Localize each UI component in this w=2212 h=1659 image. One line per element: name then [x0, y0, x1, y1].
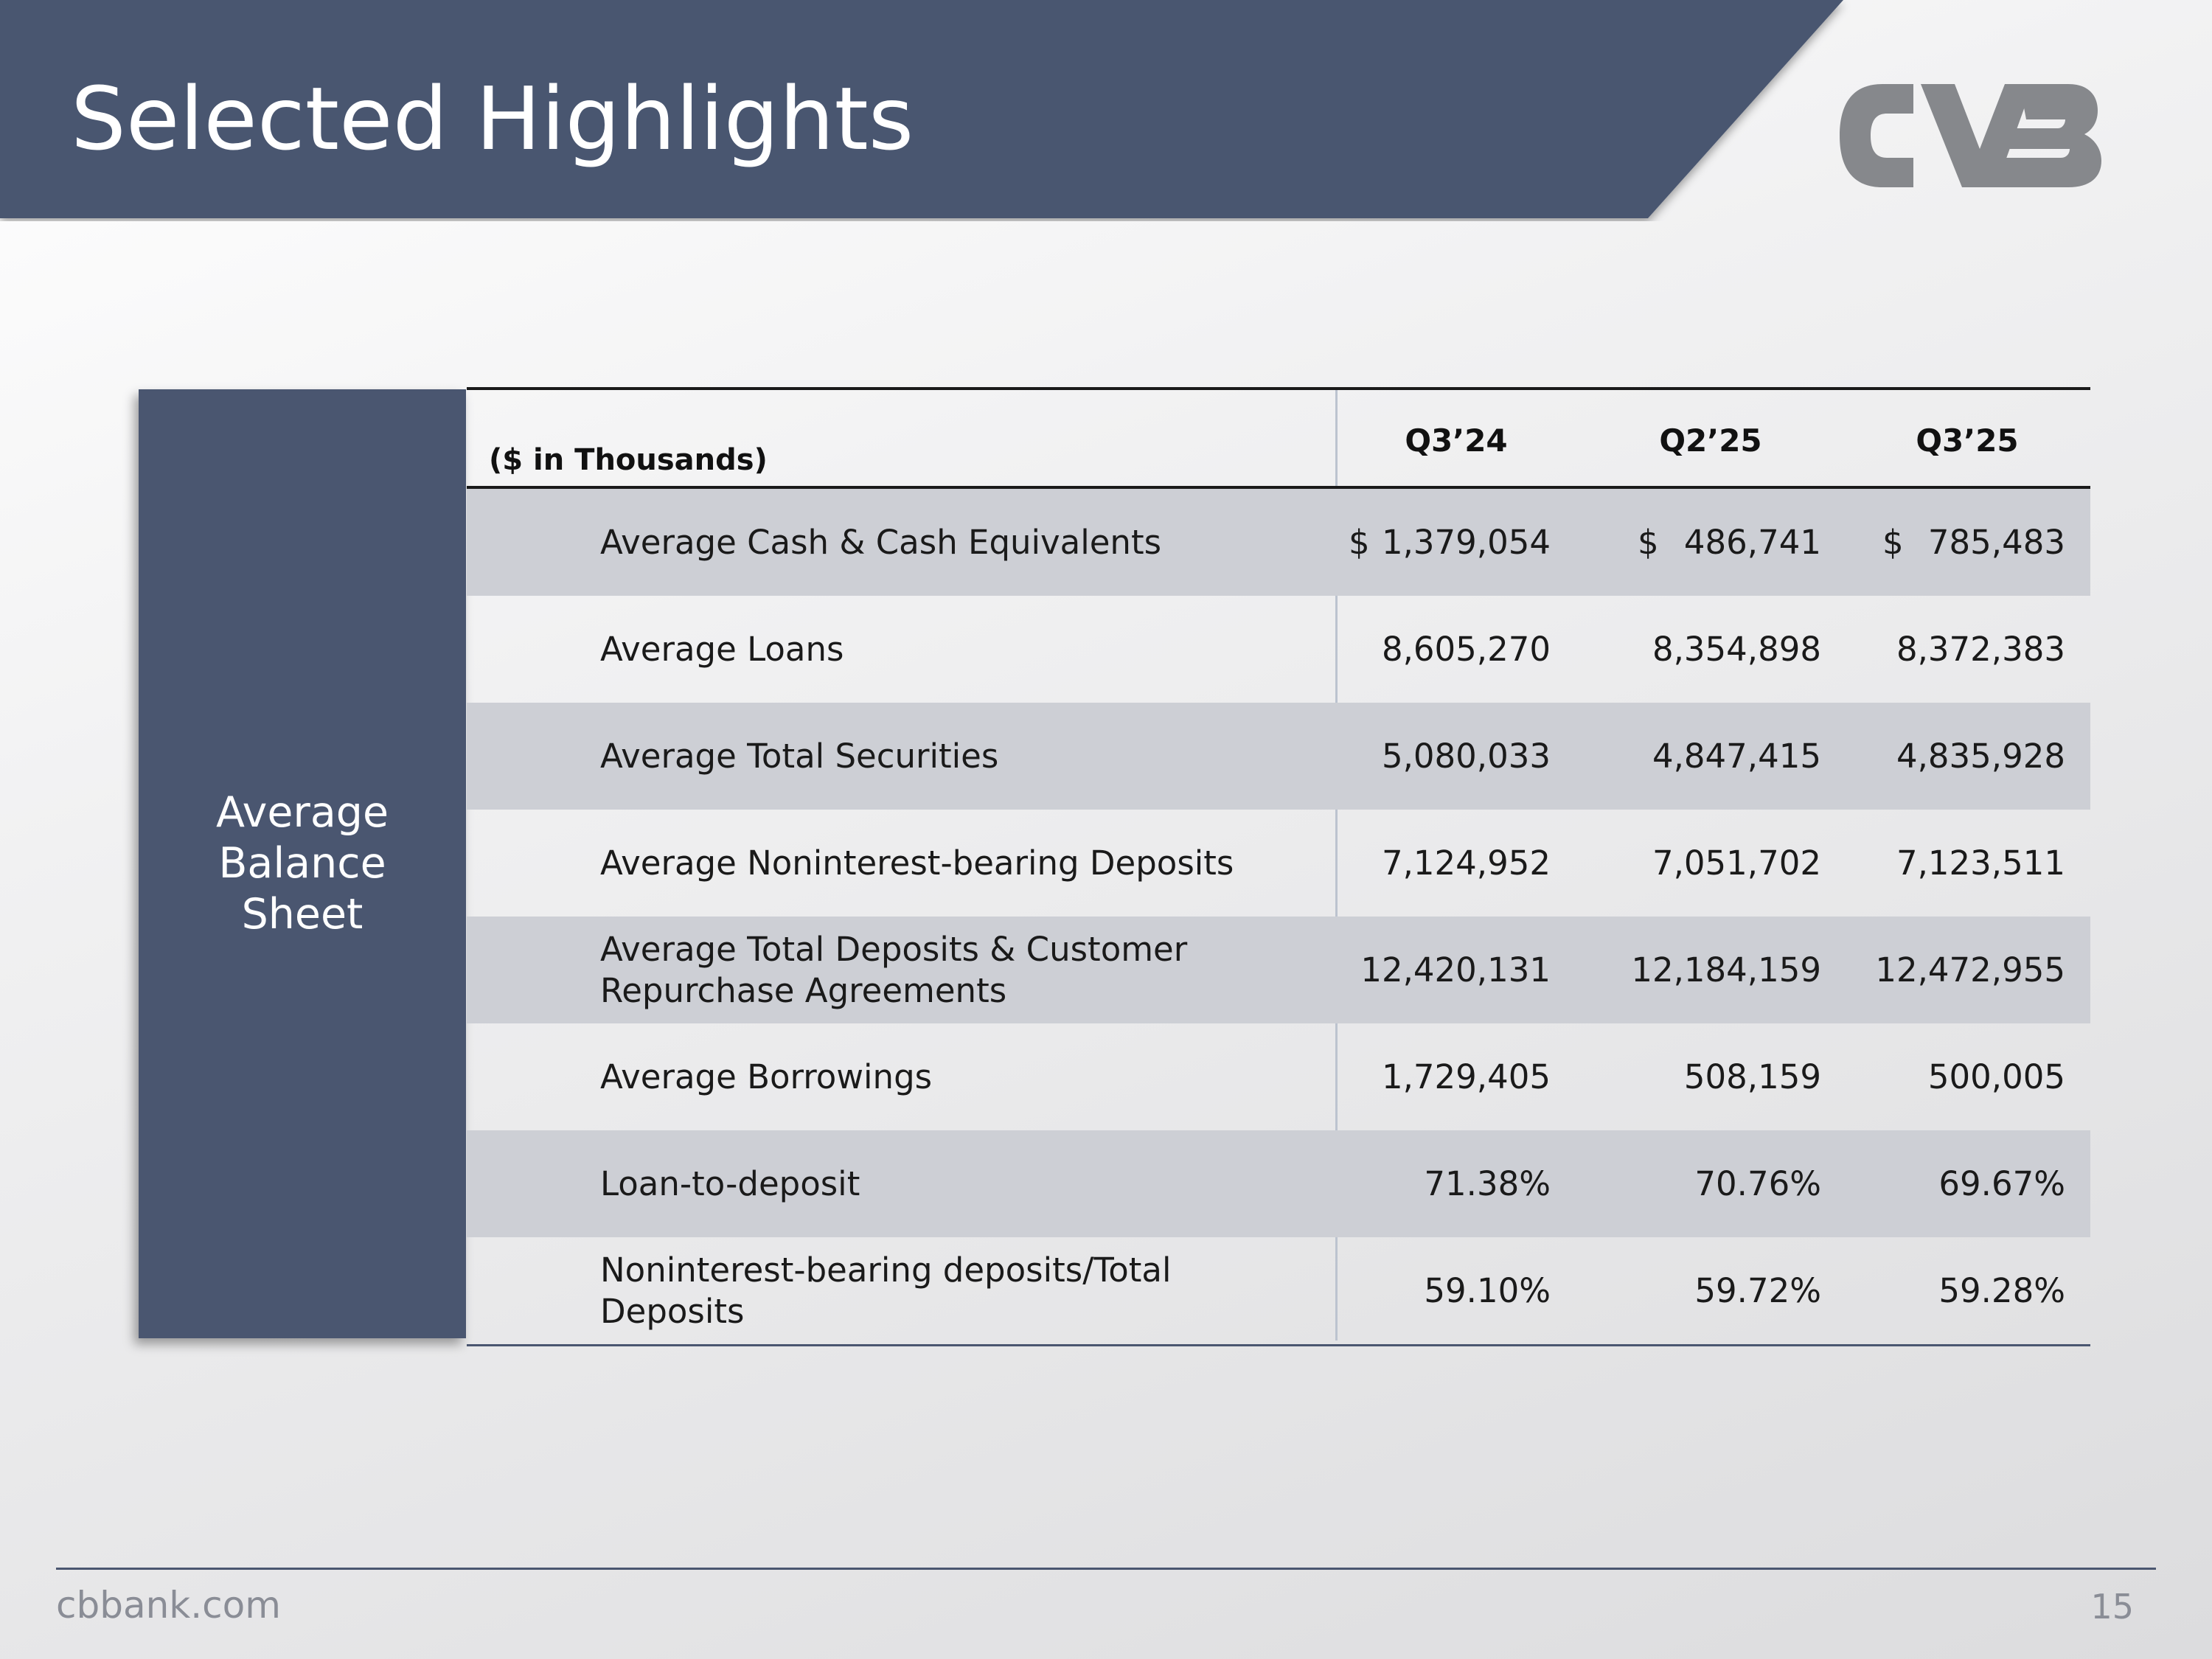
value-cell: 4,847,415	[1652, 737, 1821, 776]
table-bottom-rule	[467, 1344, 2090, 1346]
table-body	[467, 489, 2090, 1344]
table-row	[467, 703, 2090, 810]
value-cell: 12,472,955	[1875, 950, 2065, 990]
cvb-logo	[1840, 81, 2101, 190]
row-label: Average Total Securities	[600, 736, 999, 776]
column-header: Q3’25	[1916, 422, 2019, 459]
row-label: Average Noninterest-bearing Deposits	[600, 843, 1234, 883]
currency-symbol: $	[1349, 523, 1370, 562]
row-label: Average Cash & Cash Equivalents	[600, 522, 1162, 562]
table-row	[467, 596, 2090, 703]
value-cell: 7,124,952	[1381, 844, 1551, 883]
column-header: Q3’24	[1405, 422, 1508, 459]
page-number: 15	[2090, 1587, 2134, 1627]
column-header: Q2’25	[1659, 422, 1762, 459]
row-label: Noninterest-bearing deposits/Total Deposits	[600, 1250, 1172, 1331]
value-cell: 8,372,383	[1896, 630, 2065, 669]
value-cell: 785,483	[1927, 523, 2065, 562]
value-cell: 508,159	[1683, 1057, 1821, 1096]
value-cell: 8,605,270	[1381, 630, 1551, 669]
row-label: Loan-to-deposit	[600, 1164, 860, 1203]
currency-symbol: $	[1882, 523, 1904, 562]
table-row	[467, 810, 2090, 917]
value-cell: 12,184,159	[1631, 950, 1821, 990]
value-cell: 59.28%	[1938, 1271, 2065, 1310]
units-label: ($ in Thousands)	[489, 443, 768, 477]
table-row	[467, 489, 2090, 596]
value-cell: 69.67%	[1938, 1164, 2065, 1203]
row-label: Average Borrowings	[600, 1057, 933, 1096]
value-cell: 4,835,928	[1896, 737, 2065, 776]
highlights-table	[467, 387, 2090, 1346]
value-cell: 7,123,511	[1896, 844, 2065, 883]
value-cell: 500,005	[1927, 1057, 2065, 1096]
value-cell: 7,051,702	[1652, 844, 1821, 883]
value-cell: 59.10%	[1424, 1271, 1551, 1310]
table-row	[467, 1237, 2090, 1344]
value-cell: 71.38%	[1424, 1164, 1551, 1203]
footer-divider	[56, 1568, 2156, 1570]
table-row	[467, 1023, 2090, 1130]
value-cell: 59.72%	[1694, 1271, 1821, 1310]
value-cell: 1,379,054	[1381, 523, 1551, 562]
table-header	[467, 387, 2090, 489]
value-cell: 486,741	[1683, 523, 1821, 562]
value-cell: 8,354,898	[1652, 630, 1821, 669]
currency-symbol: $	[1638, 523, 1659, 562]
value-cell: 12,420,131	[1360, 950, 1551, 990]
row-label: Average Total Deposits & Customer Repurchase Agreements	[600, 929, 1188, 1010]
slide-title: Selected Highlights	[71, 68, 914, 170]
panel-label: Average Balance Sheet	[215, 788, 389, 939]
table-row	[467, 1130, 2090, 1237]
table-row	[467, 917, 2090, 1023]
footer-url: cbbank.com	[56, 1584, 281, 1627]
value-cell: 5,080,033	[1381, 737, 1551, 776]
row-label: Average Loans	[600, 629, 844, 669]
value-cell: 70.76%	[1694, 1164, 1821, 1203]
value-cell: 1,729,405	[1381, 1057, 1551, 1096]
average-balance-sheet-panel	[139, 389, 466, 1338]
